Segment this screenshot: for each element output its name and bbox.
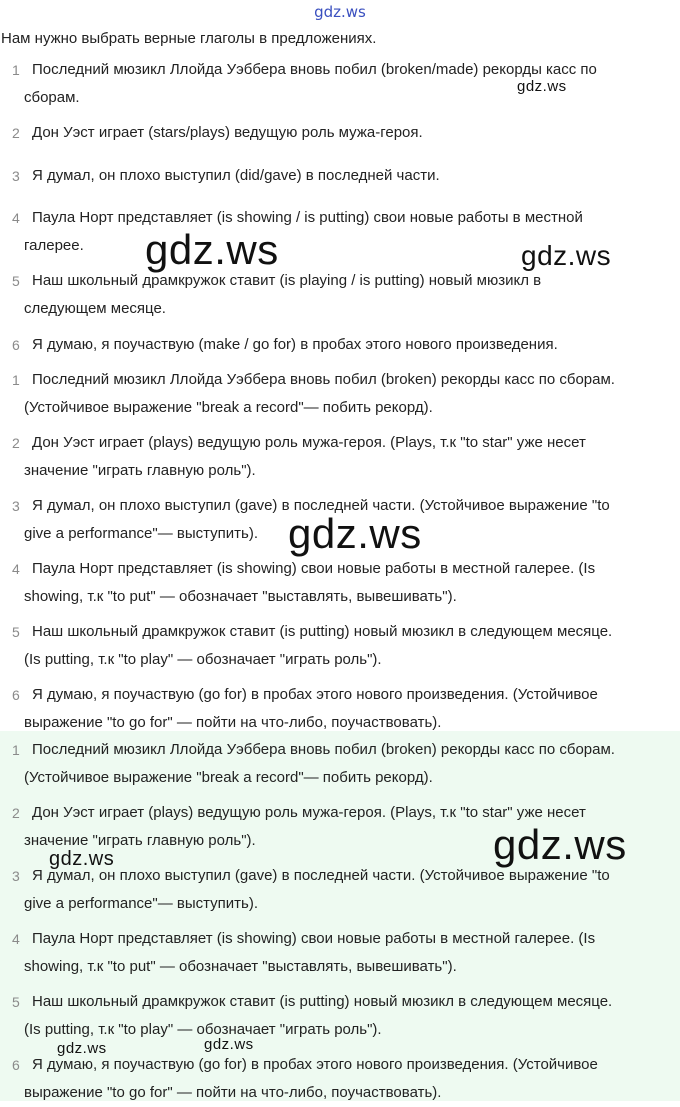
item-line: Наш школьный драмкружок ставит (is putting) новый мюзикл в следующем месяце.	[32, 623, 613, 640]
item-number: 6	[12, 337, 20, 353]
item-line: Я думаю, я поучаствую (make / go for) в пробах этого нового произведения.	[32, 336, 558, 353]
item-line: (Устойчивое выражение "break a record"— побить рекорд).	[24, 399, 433, 416]
watermark: gdz.ws	[204, 1036, 254, 1053]
item-line: (Is putting, т.к "to play" — обозначает "играть роль").	[24, 651, 382, 668]
item-line: showing, т.к "to put" — обозначает "выставлять, вывешивать").	[24, 588, 457, 605]
item-line: give a performance"— выступить).	[24, 525, 259, 542]
item-line: (Устойчивое выражение "break a record"— побить рекорд).	[24, 769, 433, 786]
item-line: Последний мюзикл Ллойда Уэббера вновь побил (broken) рекорды касс по сборам.	[32, 371, 615, 388]
item-number: 1	[12, 742, 20, 758]
watermark: gdz.ws	[521, 240, 612, 271]
item-line: Последний мюзикл Ллойда Уэббера вновь побил (broken) рекорды касс по сборам.	[32, 741, 615, 758]
item-number: 3	[12, 868, 20, 884]
item-number: 4	[12, 931, 20, 947]
item-number: 5	[12, 273, 20, 289]
item-line: Я думаю, я поучаствую (go for) в пробах этого нового произведения. (Устойчивое	[32, 1056, 598, 1073]
watermark: gdz.ws	[49, 848, 115, 870]
item-number: 5	[12, 624, 20, 640]
item-line: значение "играть главную роль").	[24, 832, 256, 849]
item-line: (Is putting, т.к "to play" — обозначает "играть роль").	[24, 1021, 382, 1038]
item-number: 2	[12, 805, 20, 821]
intro-text: Нам нужно выбрать верные глаголы в предложениях.	[1, 30, 377, 47]
item-line: Паула Норт представляет (is showing) свои новые работы в местной галерее. (Is	[32, 560, 596, 577]
item-line: showing, т.к "to put" — обозначает "выставлять, вывешивать").	[24, 958, 457, 975]
item-number: 5	[12, 994, 20, 1010]
item-number: 3	[12, 498, 20, 514]
watermark: gdz.ws	[57, 1040, 107, 1057]
item-line: Я думал, он плохо выступил (did/gave) в последней части.	[32, 167, 440, 184]
item-line: Наш школьный драмкружок ставит (is putting) новый мюзикл в следующем месяце.	[32, 993, 613, 1010]
item-line: галерее.	[24, 237, 84, 254]
item-line: Я думал, он плохо выступил (gave) в последней части. (Устойчивое выражение "to	[32, 497, 610, 514]
item-line: выражение "to go for" — пойти на что-либо, поучаствовать).	[24, 1084, 442, 1101]
site-link[interactable]: gdz.ws	[314, 3, 366, 21]
watermark: gdz.ws	[517, 78, 567, 95]
item-number: 2	[12, 435, 20, 451]
item-line: следующем месяце.	[24, 300, 166, 317]
item-number: 1	[12, 62, 20, 78]
watermark: gdz.ws	[145, 226, 279, 273]
item-line: Паула Норт представляет (is showing) свои новые работы в местной галерее. (Is	[32, 930, 596, 947]
item-number: 6	[12, 687, 20, 703]
item-line: Наш школьный драмкружок ставит (is playing / is putting) новый мюзикл в	[32, 272, 542, 289]
item-line: Последний мюзикл Ллойда Уэббера вновь побил (broken/made) рекорды касс по	[32, 61, 597, 78]
item-number: 4	[12, 210, 20, 226]
item-line: Дон Уэст играет (plays) ведущую роль мужа-героя. (Plays, т.к "to star" уже несет	[32, 434, 586, 451]
item-line: Дон Уэст играет (stars/plays) ведущую роль мужа-героя.	[32, 124, 423, 141]
item-line: Дон Уэст играет (plays) ведущую роль мужа-героя. (Plays, т.к "to star" уже несет	[32, 804, 586, 821]
item-number: 6	[12, 1057, 20, 1073]
item-line: сборам.	[24, 89, 80, 106]
item-line: выражение "to go for" — пойти на что-либо, поучаствовать).	[24, 714, 442, 731]
item-number: 1	[12, 372, 20, 388]
item-line: Паула Норт представляет (is showing / is putting) свои новые работы в местной	[32, 209, 583, 226]
item-line: give a performance"— выступить).	[24, 895, 259, 912]
watermark: gdz.ws	[493, 821, 627, 868]
item-line: Я думаю, я поучаствую (go for) в пробах этого нового произведения. (Устойчивое	[32, 686, 598, 703]
item-number: 3	[12, 168, 20, 184]
watermark: gdz.ws	[288, 510, 422, 557]
item-line: Я думал, он плохо выступил (gave) в последней части. (Устойчивое выражение "to	[32, 867, 610, 884]
item-number: 2	[12, 125, 20, 141]
item-number: 4	[12, 561, 20, 577]
item-line: значение "играть главную роль").	[24, 462, 256, 479]
